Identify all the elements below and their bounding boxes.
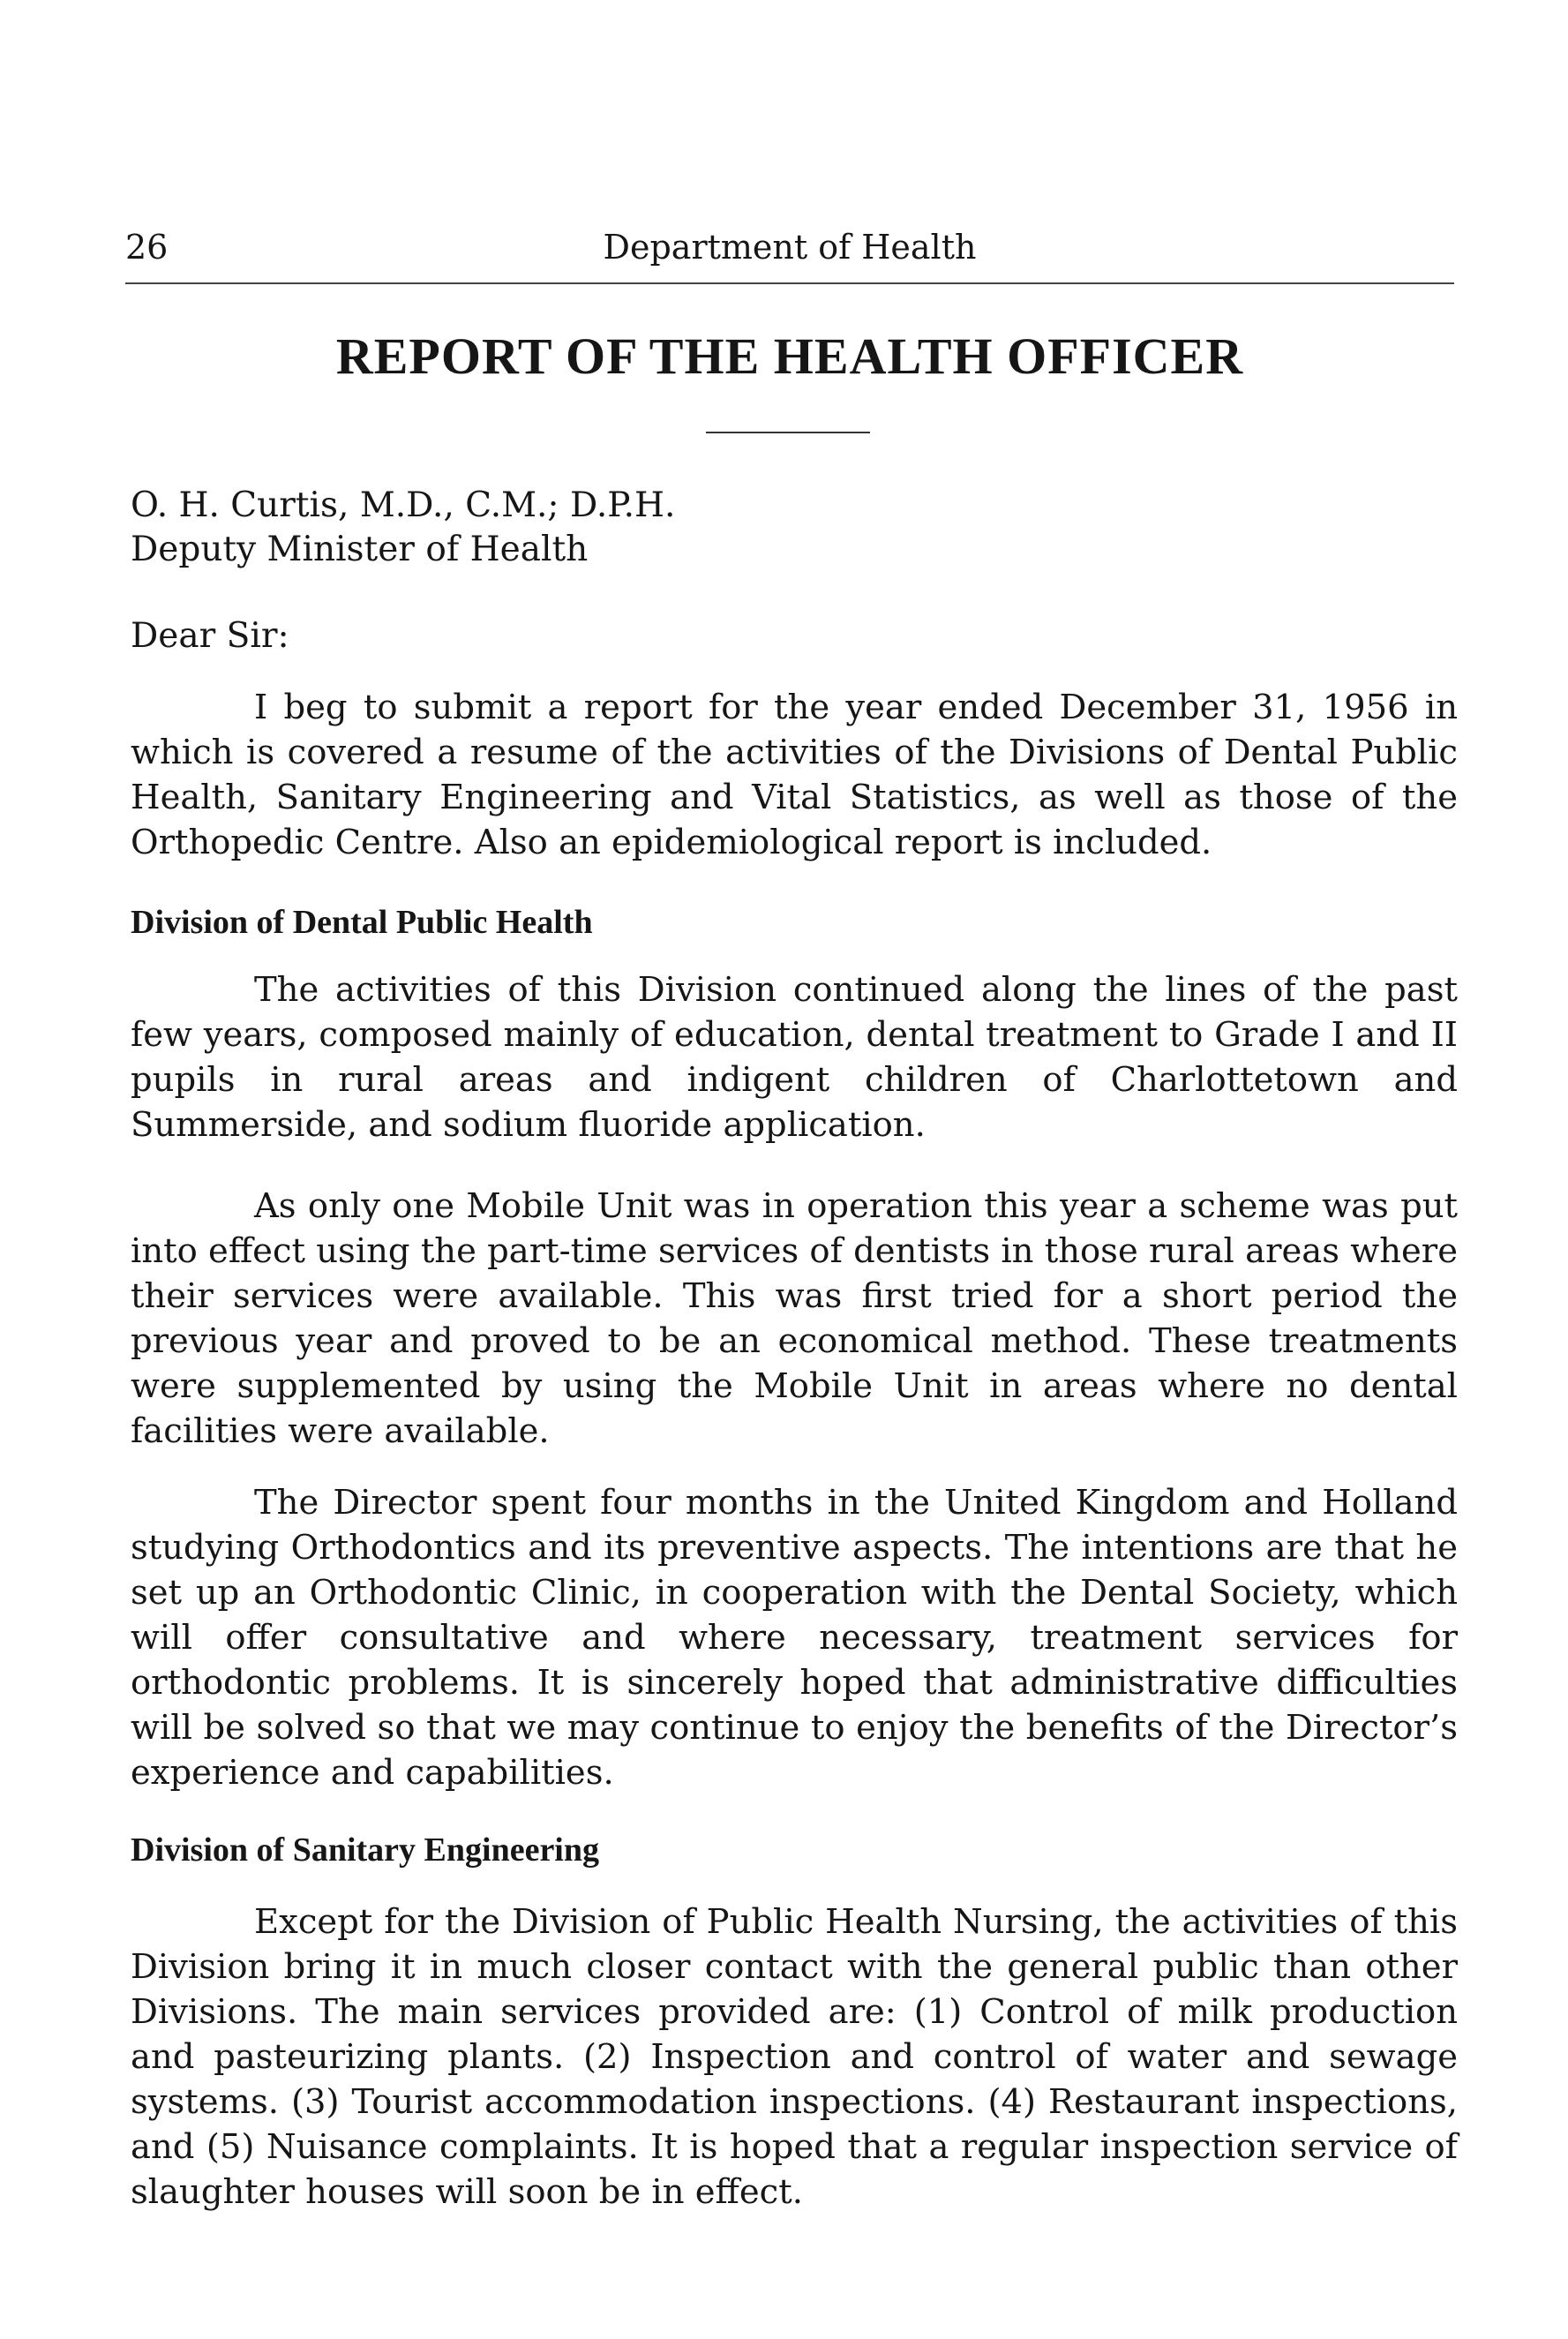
addressee-block	[131, 484, 675, 572]
dental-paragraph-2: As only one Mobile Unit was in operation this year a scheme was put into effect using the part-time services of dentists in those rural areas where their services were available. This was first tried for a short period the previous year and proved to be an economical method. These treatments were supplemented by using the Mobile Unit in areas where no dental facilities were available.	[131, 1186, 1458, 1451]
report-title: REPORT OF THE HEALTH OFFICER	[335, 327, 1244, 385]
sanitary-division-heading: Division of Sanitary Engineering	[131, 1831, 599, 1869]
dental-paragraph-1: The activities of this Division continued along the lines of the past few years, composed mainly of education, dental treatment to Grade I and II pupils in rural areas and indigent children of Charlottetown and Summerside, and sodium fluoride application.	[131, 970, 1458, 1145]
addressee-name: O. H. Curtis, M.D., C.M.; D.P.H.	[131, 485, 676, 525]
sanitary-paragraph-1: Except for the Division of Public Health Nursing, the activities of this Division bring it in much closer contact with the general public than other Divisions. The main services provided are: (1) Control of milk production and pasteurizing plants. (2) Inspection and control of water and sewage systems. (3) Tourist accommodation inspections. (4) Restaurant inspections, and (5) Nuisance complaints. It is hoped that a regular inspection service of slaughter houses will soon be in effect.	[131, 1902, 1458, 2212]
title-rule	[706, 432, 870, 433]
page-header	[125, 228, 1454, 284]
running-title: Department of Health	[603, 228, 977, 267]
dental-division-heading: Division of Dental Public Health	[131, 904, 593, 941]
addressee-position: Deputy Minister of Health	[131, 530, 589, 569]
dental-paragraph-3: The Director spent four months in the United Kingdom and Holland studying Orthodontics and its preventive aspects. The intentions are that he set up an Orthodontic Clinic, in cooperation with the Dental Society, which will offer consultative and where necessary, treatment services for orthodontic problems. It is sincerely hoped that administrative difficulties will be solved so that we may continue to enjoy the benefits of the Director’s experience and capabilities.	[131, 1483, 1458, 1793]
salutation: Dear Sir:	[131, 616, 289, 656]
page-number: 26	[125, 228, 169, 267]
intro-paragraph: I beg to submit a report for the year ended December 31, 1956 in which is covered a resume of the activities of the Divisions of Dental Public Health, Sanitary Engineering and Vital Statistics, as well as those of the Orthopedic Centre. Also an epidemiological report is included.	[131, 688, 1458, 862]
